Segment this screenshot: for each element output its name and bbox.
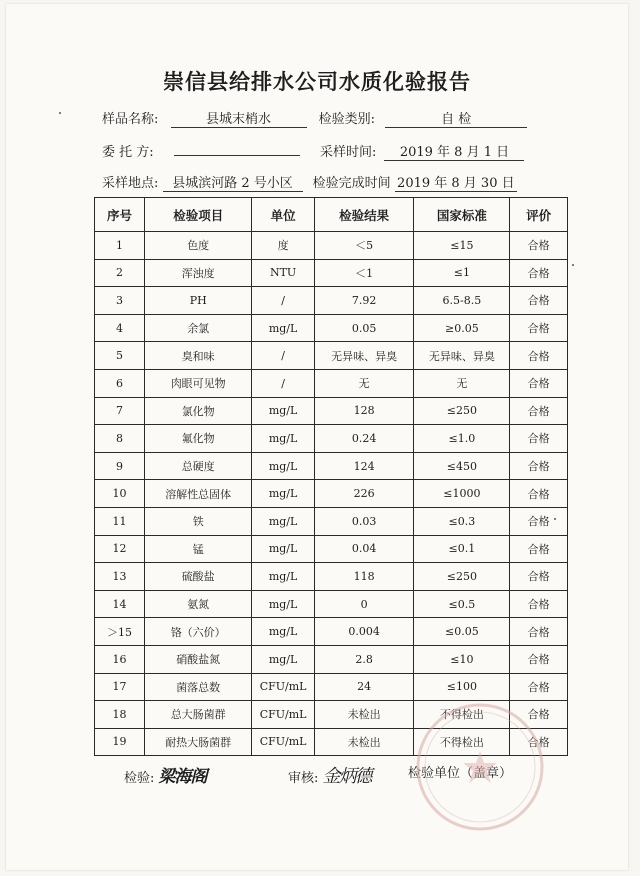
row-result: 0.04 — [314, 535, 414, 563]
row-item: 氯化物 — [145, 397, 252, 425]
row-evaluation: 合格 — [510, 673, 568, 701]
table-row — [95, 645, 568, 673]
header-result: 检验结果 — [314, 198, 414, 232]
row-result: 0 — [314, 590, 414, 618]
paper-speck — [554, 518, 556, 520]
paper-speck — [59, 112, 61, 114]
row-standard: ≤10 — [414, 645, 510, 673]
row-standard: ≤0.1 — [414, 535, 510, 563]
row-index: 16 — [95, 645, 145, 673]
row-evaluation: 合格 — [510, 452, 568, 480]
row-standard: ≤100 — [414, 673, 510, 701]
results-table — [94, 197, 568, 756]
test-type-value: 自 检 — [385, 108, 527, 128]
row-index: 6 — [95, 369, 145, 397]
test-type-label: 检验类别: — [318, 112, 376, 127]
row-standard: ≤250 — [414, 397, 510, 425]
client-label: 委 托 方: — [102, 145, 154, 160]
row-result: 未检出 — [314, 728, 414, 756]
row-item: 硫酸盐 — [145, 563, 252, 591]
row-index: 19 — [95, 728, 145, 756]
row-result: 128 — [314, 397, 414, 425]
reviewer-block — [288, 762, 371, 788]
row-unit: mg/L — [252, 397, 314, 425]
inspector-block — [124, 762, 207, 787]
row-standard: 无异味、异臭 — [414, 342, 510, 370]
row-unit: mg/L — [252, 480, 314, 508]
row-evaluation: 合格 — [510, 645, 568, 673]
row-item: 总大肠菌群 — [145, 701, 252, 729]
table-row — [95, 590, 568, 618]
row-index: 5 — [95, 342, 145, 370]
table-row — [95, 452, 568, 480]
row-evaluation: 合格 — [510, 425, 568, 453]
row-evaluation: 合格 — [510, 563, 568, 591]
table-row — [95, 314, 568, 342]
table-row — [95, 369, 568, 397]
row-standard: 无 — [414, 369, 510, 397]
unit-label: 检验单位（盖章） — [408, 766, 513, 781]
row-evaluation: 合格 — [510, 535, 568, 563]
completion-label: 检验完成时间 — [312, 176, 391, 191]
header-standard: 国家标准 — [414, 198, 510, 232]
row-standard: 不得检出 — [414, 701, 510, 729]
table-row — [95, 287, 568, 315]
row-evaluation: 合格 — [510, 397, 568, 425]
row-unit: CFU/mL — [252, 728, 314, 756]
row-standard: ≤1.0 — [414, 425, 510, 453]
row-standard: ≤250 — [414, 563, 510, 591]
row-result: 118 — [314, 563, 414, 591]
header-index: 序号 — [95, 198, 145, 232]
row-item: 耐热大肠菌群 — [145, 728, 252, 756]
row-standard: ≤15 — [414, 232, 510, 260]
row-result: 24 — [314, 673, 414, 701]
row-standard: ≤1 — [414, 259, 510, 287]
row-unit: mg/L — [252, 452, 314, 480]
completion-value: 2019 年 8 月 30 日 — [395, 172, 517, 192]
row-index: 11 — [95, 507, 145, 535]
row-unit: mg/L — [252, 563, 314, 591]
report-page — [6, 4, 628, 870]
row-evaluation: 合格 — [510, 728, 568, 756]
row-index: 14 — [95, 590, 145, 618]
row-unit: NTU — [252, 259, 314, 287]
report-title: 崇信县给排水公司水质化验报告 — [163, 70, 471, 94]
row-standard: ≤0.05 — [414, 618, 510, 646]
table-row — [95, 397, 568, 425]
row-unit: mg/L — [252, 314, 314, 342]
row-evaluation: 合格 — [510, 507, 568, 535]
header-evaluation: 评价 — [510, 198, 568, 232]
row-item: 氨氮 — [145, 590, 252, 618]
client-value — [174, 140, 300, 156]
row-result: ＜1 — [314, 259, 414, 287]
row-standard: 6.5-8.5 — [414, 287, 510, 315]
row-item: PH — [145, 287, 252, 315]
row-standard: ≤0.5 — [414, 590, 510, 618]
row-item: 浑浊度 — [145, 259, 252, 287]
row-standard: ≤0.3 — [414, 507, 510, 535]
row-result: 0.05 — [314, 314, 414, 342]
table-row — [95, 259, 568, 287]
row-result: ＜5 — [314, 232, 414, 260]
row-item: 锰 — [145, 535, 252, 563]
paper-speck — [572, 264, 574, 266]
row-index: 9 — [95, 452, 145, 480]
row-unit: 度 — [252, 232, 314, 260]
row-item: 臭和味 — [145, 342, 252, 370]
table-row — [95, 535, 568, 563]
table-row — [95, 425, 568, 453]
row-item: 铁 — [145, 507, 252, 535]
row-unit: mg/L — [252, 425, 314, 453]
row-evaluation: 合格 — [510, 287, 568, 315]
row-index: 4 — [95, 314, 145, 342]
row-result: 0.24 — [314, 425, 414, 453]
row-unit: mg/L — [252, 618, 314, 646]
row-index: 8 — [95, 425, 145, 453]
row-item: 硝酸盐氮 — [145, 645, 252, 673]
row-index: 7 — [95, 397, 145, 425]
inspector-signature: 梁海阁 — [158, 767, 207, 787]
row-index: 13 — [95, 563, 145, 591]
table-header-row — [95, 198, 568, 232]
row-evaluation: 合格 — [510, 314, 568, 342]
row-index: 17 — [95, 673, 145, 701]
row-evaluation: 合格 — [510, 369, 568, 397]
row-unit: mg/L — [252, 507, 314, 535]
row-unit: / — [252, 369, 314, 397]
sampling-time-label: 采样时间: — [319, 145, 377, 160]
sample-name-value: 县城末梢水 — [171, 108, 307, 128]
row-unit: / — [252, 342, 314, 370]
row-unit: CFU/mL — [252, 701, 314, 729]
row-result: 0.03 — [314, 507, 414, 535]
meta-row-client — [102, 140, 524, 161]
header-unit: 单位 — [252, 198, 314, 232]
row-index: 10 — [95, 480, 145, 508]
reviewer-signature: 金炳德 — [322, 766, 371, 787]
row-result: 0.004 — [314, 618, 414, 646]
row-standard: 不得检出 — [414, 728, 510, 756]
row-result: 124 — [314, 452, 414, 480]
row-result: 7.92 — [314, 287, 414, 315]
row-item: 总硬度 — [145, 452, 252, 480]
row-index: 18 — [95, 701, 145, 729]
sampling-place-label: 采样地点: — [102, 176, 159, 191]
row-evaluation: 合格 — [510, 701, 568, 729]
official-seal-stamp — [410, 697, 550, 837]
row-unit: mg/L — [252, 590, 314, 618]
sample-name-label: 样品名称: — [102, 112, 159, 127]
row-evaluation: 合格 — [510, 232, 568, 260]
table-row — [95, 342, 568, 370]
row-result: 未检出 — [314, 701, 414, 729]
row-index: 3 — [95, 287, 145, 315]
row-evaluation: 合格 — [510, 342, 568, 370]
inspector-label: 检验: — [124, 771, 155, 786]
reviewer-label: 审核: — [288, 771, 319, 786]
meta-row-sample — [102, 108, 527, 128]
row-evaluation: 合格 — [510, 480, 568, 508]
table-body — [95, 232, 568, 756]
row-item: 肉眼可见物 — [145, 369, 252, 397]
row-item: 菌落总数 — [145, 673, 252, 701]
table-row — [95, 618, 568, 646]
row-index: 12 — [95, 535, 145, 563]
sampling-time-value: 2019 年 8 月 1 日 — [384, 141, 524, 161]
row-item: 余氯 — [145, 314, 252, 342]
row-evaluation: 合格 — [510, 590, 568, 618]
row-unit: / — [252, 287, 314, 315]
row-item: 氟化物 — [145, 425, 252, 453]
table-row — [95, 480, 568, 508]
row-index: 1 — [95, 232, 145, 260]
row-result: 无 — [314, 369, 414, 397]
row-standard: ≤1000 — [414, 480, 510, 508]
meta-row-place — [102, 172, 517, 192]
row-evaluation: 合格 — [510, 618, 568, 646]
row-item: 铬（六价） — [145, 618, 252, 646]
row-index: ＞15 — [95, 618, 145, 646]
table-row — [95, 232, 568, 260]
row-unit: mg/L — [252, 535, 314, 563]
row-item: 溶解性总固体 — [145, 480, 252, 508]
row-unit: CFU/mL — [252, 673, 314, 701]
table-row — [95, 507, 568, 535]
row-standard: ≥0.05 — [414, 314, 510, 342]
row-result: 226 — [314, 480, 414, 508]
table-row — [95, 563, 568, 591]
row-result: 无异味、异臭 — [314, 342, 414, 370]
sampling-place-value: 县城滨河路 2 号小区 — [163, 172, 303, 192]
row-item: 色度 — [145, 232, 252, 260]
row-standard: ≤450 — [414, 452, 510, 480]
header-item: 检验项目 — [145, 198, 252, 232]
row-index: 2 — [95, 259, 145, 287]
row-result: 2.8 — [314, 645, 414, 673]
row-unit: mg/L — [252, 645, 314, 673]
row-evaluation: 合格 — [510, 259, 568, 287]
